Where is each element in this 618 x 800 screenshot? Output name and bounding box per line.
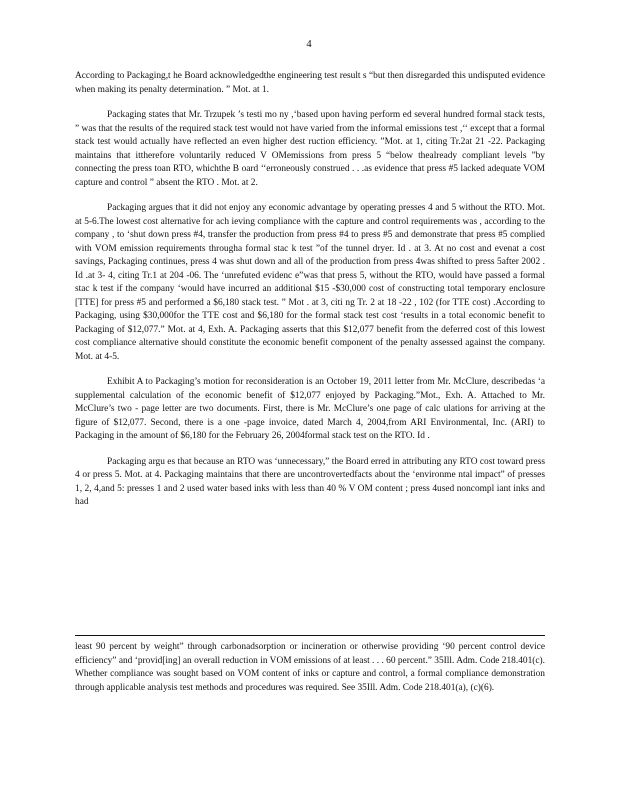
paragraph-3: Packaging argues that it did not enjoy any economic advantage by operating presses 4 and 5 without the RTO. Mot. at 5-6.The lowest cost alternative for ach ieving compliance with the capture and control requirements was , according to the company , to ‘shut down press #4, transfer the production from press #4 to press #5 and demonstrate that press #5 complied with VOM emission requirements througha formal stac k test ”of the tunnel dryer. Id . at 3. At no cost and evenat a cost savings, Packaging continues, press 4 was shut down and all of the production from press 4was shifted to press 5after 2002 . Id .at 3- 4, citing Tr.1 at 204 -06. The ‘unrefuted evidenc e”was that press 5, without the RTO, would have passed a formal stac k test if the company ‘would have incurred an additional $15 -$30,000 cost of constructing total temporary enclosure [TTE] for press #5 and performed a $6,180 stack test. ” Mot . at 3, citi ng Tr. 2 at 18 -22 , 102 (for TTE cost) .According to Packaging, using $30,000for the TTE cost and $6,180 for the formal stack test cost ‘results in a total economic benefit to Packaging of $12,077.” Mot. at 4, Exh. A. Packaging asserts that this $12,077 benefit from the deferred cost of this lowest cost compliance alternative should constitute the economic benefit component of the penalty assessed against the company. Mot. at 4-5. <box>75 203 545 362</box>
paragraph-2: Packaging states that Mr. Trzupek ’s testi mo ny ,‘based upon having perform ed several hundred formal stack tests, ” was that the results of the required stack test would not have varied from the informal emissions test ,‘‘ except that a formal stack test would actually have reflected an even higher dest ruction efficiency. ”Mot. at 1, citing Tr.2at 21 -22. Packaging maintains that ittherefore voluntarily reduced V OMemissions from press 5 “below thealready compliant levels ”by connecting the press toan RTO, whichthe B oard ‘‘erroneously construed . . .as evidence that press #5 lacked adequate VOM capture and control ” absent the RTO . Mot. at 2. <box>75 110 545 188</box>
paragraph-4: Exhibit A to Packaging’s motion for reconsideration is an October 19, 2011 letter from Mr. McClure, describedas ‘a supplemental calculation of the economic benefit of $12,077 enjoyed by Packaging.”Mot., Exh. A. Attached to Mr. McClure’s two - page letter are two documents. First, there is Mr. McClure’s one page of calc ulations for arriving at the figure of $12,077. Second, there is a one -page invoice, dated March 4, 2004,from ARI Environmental, Inc. (ARI) to Packaging in the amount of $6,180 for the February 26, 2004formal stack test on the RTO. Id . <box>75 377 545 441</box>
paragraph-5: Packaging argu es that because an RTO was ‘unnecessary,” the Board erred in attributing any RTO cost toward press 4 or press 5. Mot. at 4. Packaging maintains that there are uncontrovertedfacts about the ‘environme ntal impact” of presses 1, 2, 4,and 5: presses 1 and 2 used water based inks with less than 40 % V OM content ; press 4used noncompl iant inks and had <box>75 456 545 507</box>
page-number: 4 <box>306 39 312 50</box>
footnote-divider <box>75 635 545 636</box>
document-body <box>75 70 545 522</box>
footnote: least 90 percent by weight” through carbonadsorption or incineration or otherwise providing ‘90 percent control device efficiency” and ‘provid[ing] an overall reduction in VOM emissions of at least . . . 60 percent.” 35Ill. Adm. Code 218.401(c). Whether compliance was sought based on VOM content of inks or capture and control, a formal compliance demonstration through applicable analysis test methods and procedures was required. See 35Ill. Adm. Code 218.401(a), (c)(6). <box>75 642 545 693</box>
paragraph-1: According to Packaging,t he Board acknowledgedthe engineering test result s “but then disregarded this undisputed evidence when making its penalty determination. ” Mot. at 1. <box>75 71 545 95</box>
